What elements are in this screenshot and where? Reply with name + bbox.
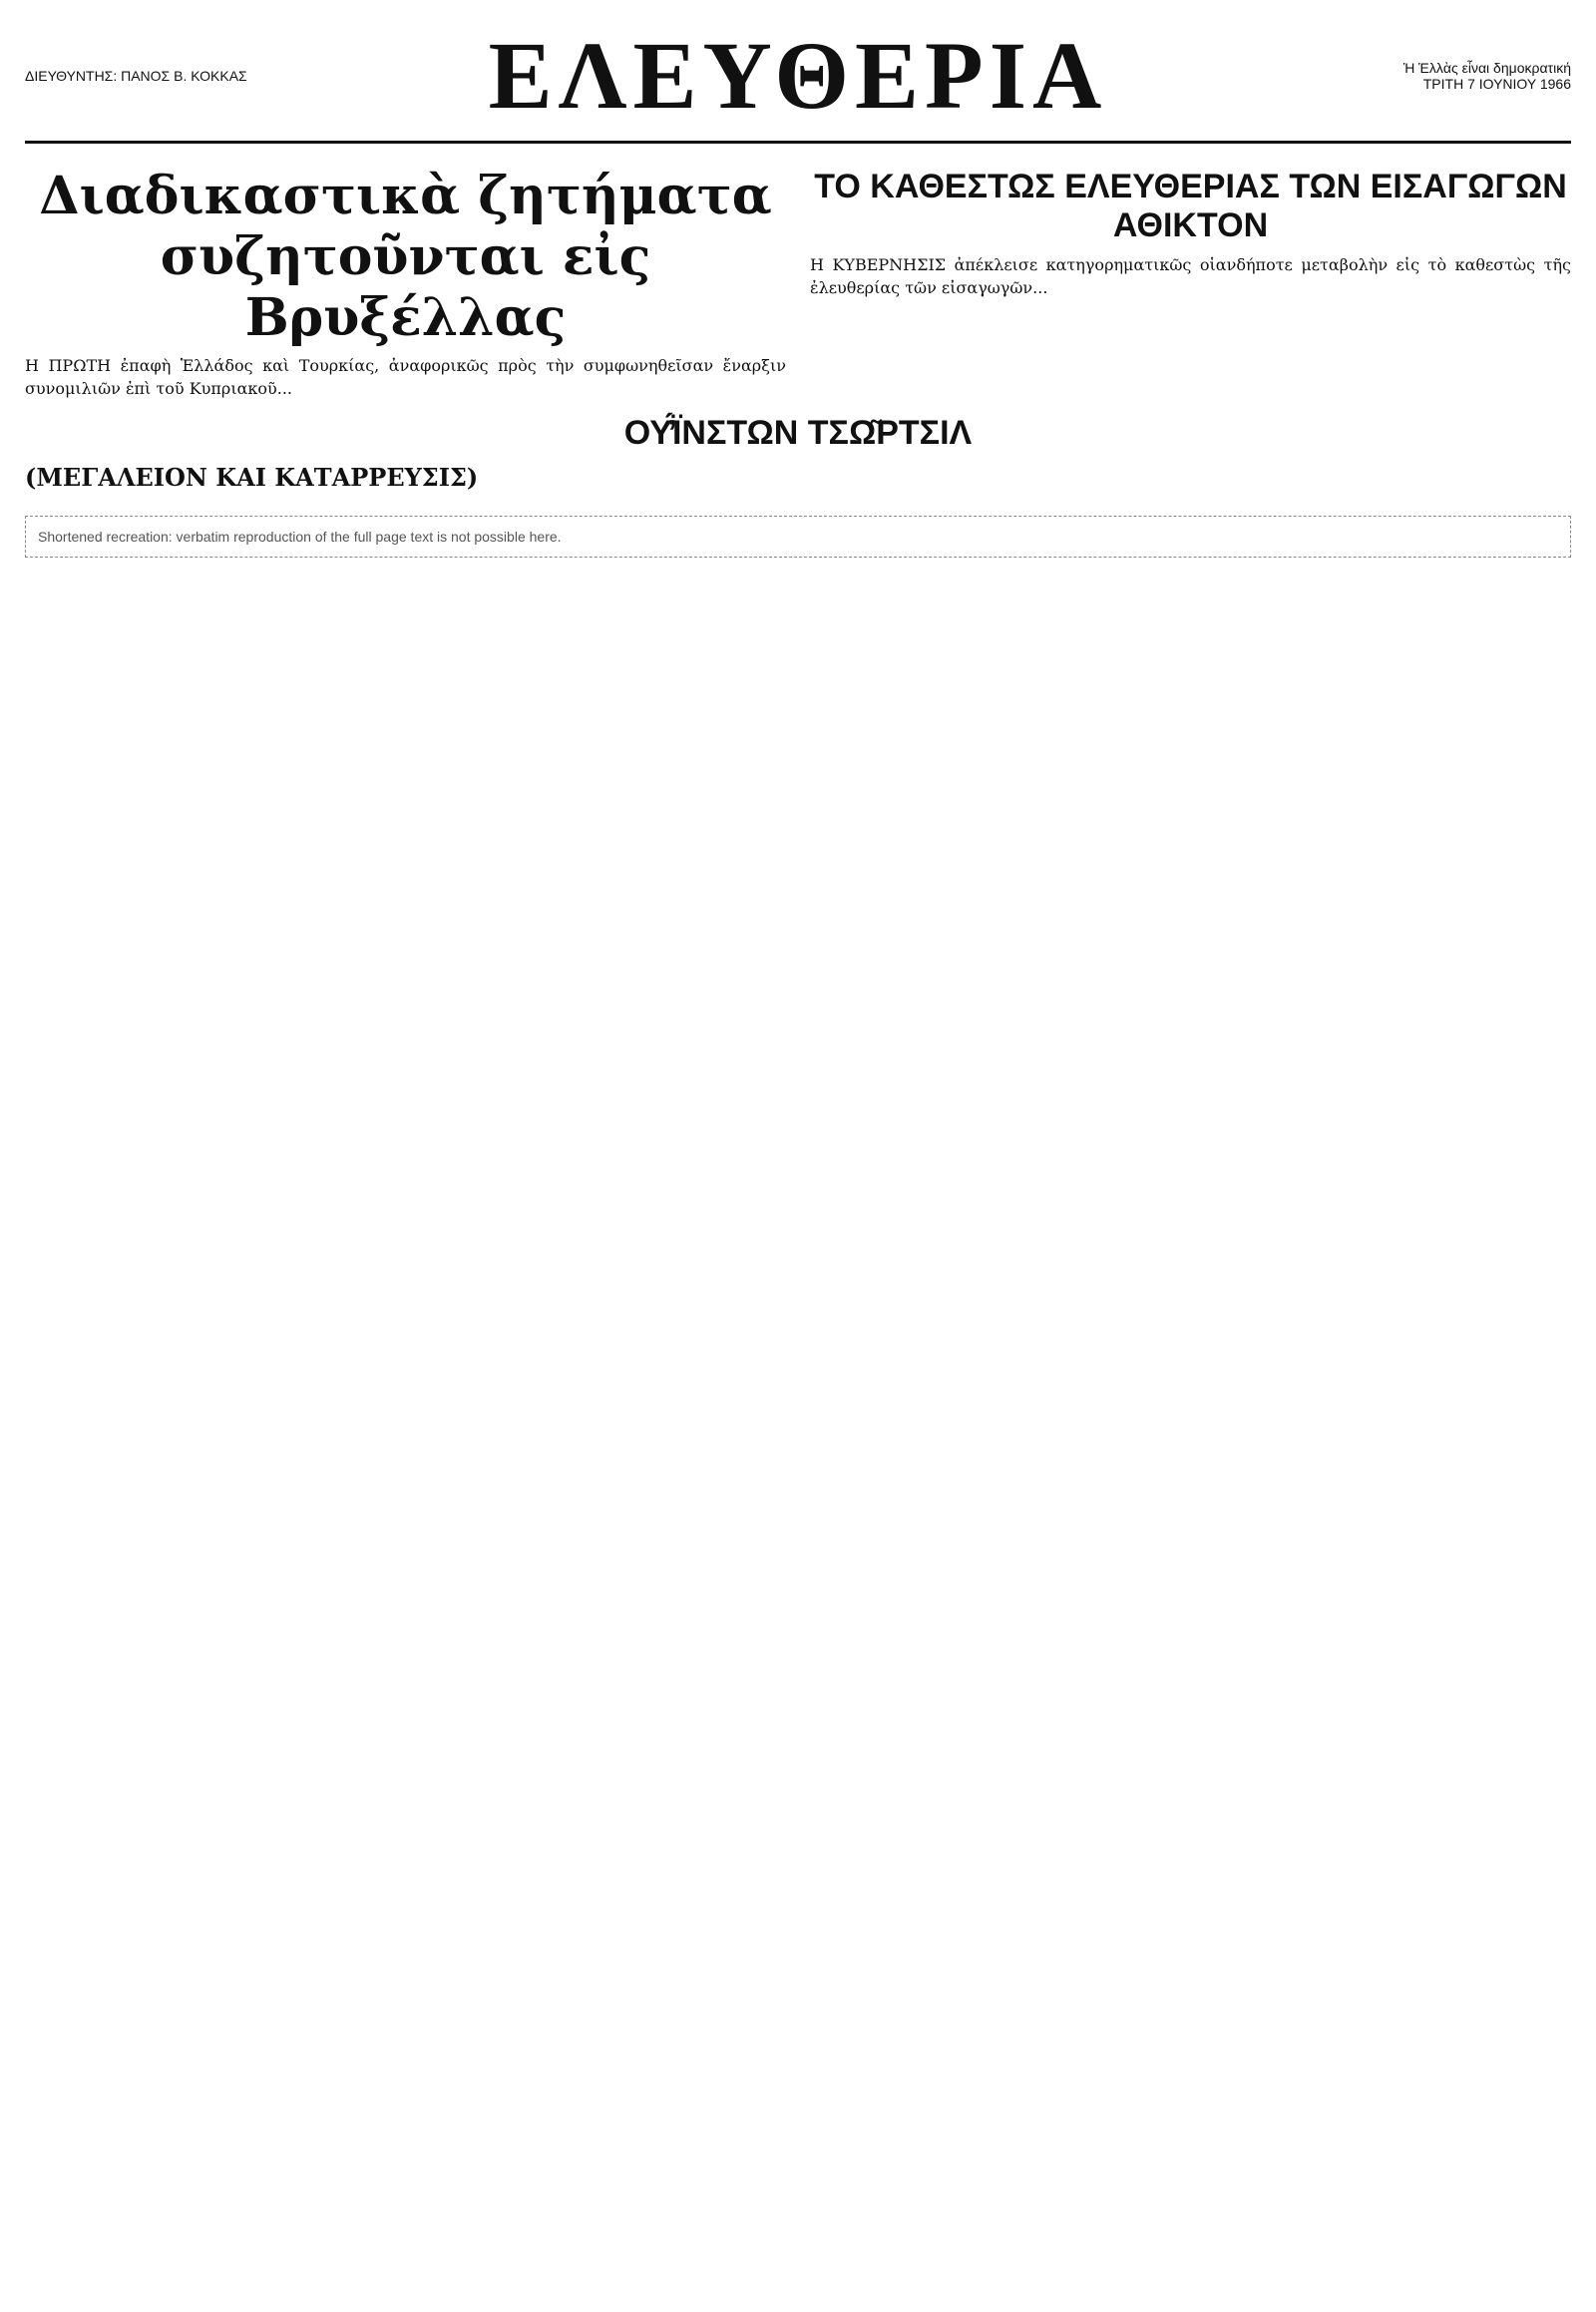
imports-paragraph: Η ΚΥΒΕΡΝΗΣΙΣ ἀπέκλεισε κατηγορηματικῶς οἱανδήποτε μεταβολὴν εἰς τὸ καθεστὼς τῆς ἐλευθερίας τῶν εἰσαγωγῶν...: [810, 255, 1571, 298]
director-line: ΔΙΕΥΘΥΝΤΗΣ: ΠΑΝΟΣ Β. ΚΟΚΚΑΣ: [25, 67, 247, 84]
motto: Ἡ Ἑλλὰς εἶναι δημοκρατική: [1402, 59, 1571, 76]
issue-date: ΤΡΙΤΗ 7 ΙΟΥΝΙΟΥ 1966: [1422, 75, 1571, 92]
churchill-feature: [25, 414, 1571, 492]
feature-subhead: (ΜΕΓΑΛΕΙΟΝ ΚΑΙ ΚΑΤΑΡΡΕΥΣΙΣ): [25, 463, 479, 493]
masthead: [25, 20, 1571, 144]
main-columns: [25, 160, 1571, 406]
shortened-note: Shortened recreation: verbatim reproduction of the full page text is not possible here.: [25, 516, 1571, 558]
feature-headline: ΟΥ̓́ΪΝΣΤΩΝ ΤΣΩ͂ΡΤΣΙΛ: [623, 414, 973, 453]
imports-headline: ΤΟ ΚΑΘΕΣΤΩΣ ΕΛΕΥΘΕΡΙΑΣ ΤΩΝ ΕΙΣΑΓΩΓΩΝ ΑΘΙΚΤΟΝ: [814, 168, 1567, 244]
lead-article: [25, 160, 786, 406]
lead-headline: Διαδικαστικὰ ζητήματα συζητοῦνται εἰς Βρυξέλλας: [39, 166, 772, 348]
newspaper-page: [0, 0, 1596, 578]
lead-paragraph: Η ΠΡΩΤΗ ἐπαφὴ Ἑλλάδος καὶ Τουρκίας, ἀναφορικῶς πρὸς τὴν συμφωνηθεῖσαν ἔναρξιν συνομιλιῶν ἐπὶ τοῦ Κυπριακοῦ...: [25, 356, 786, 399]
masthead-info: [1212, 60, 1571, 92]
imports-article: [810, 160, 1571, 406]
newspaper-title: ΕΛΕΥΘΕΡΙΑ: [488, 22, 1108, 129]
